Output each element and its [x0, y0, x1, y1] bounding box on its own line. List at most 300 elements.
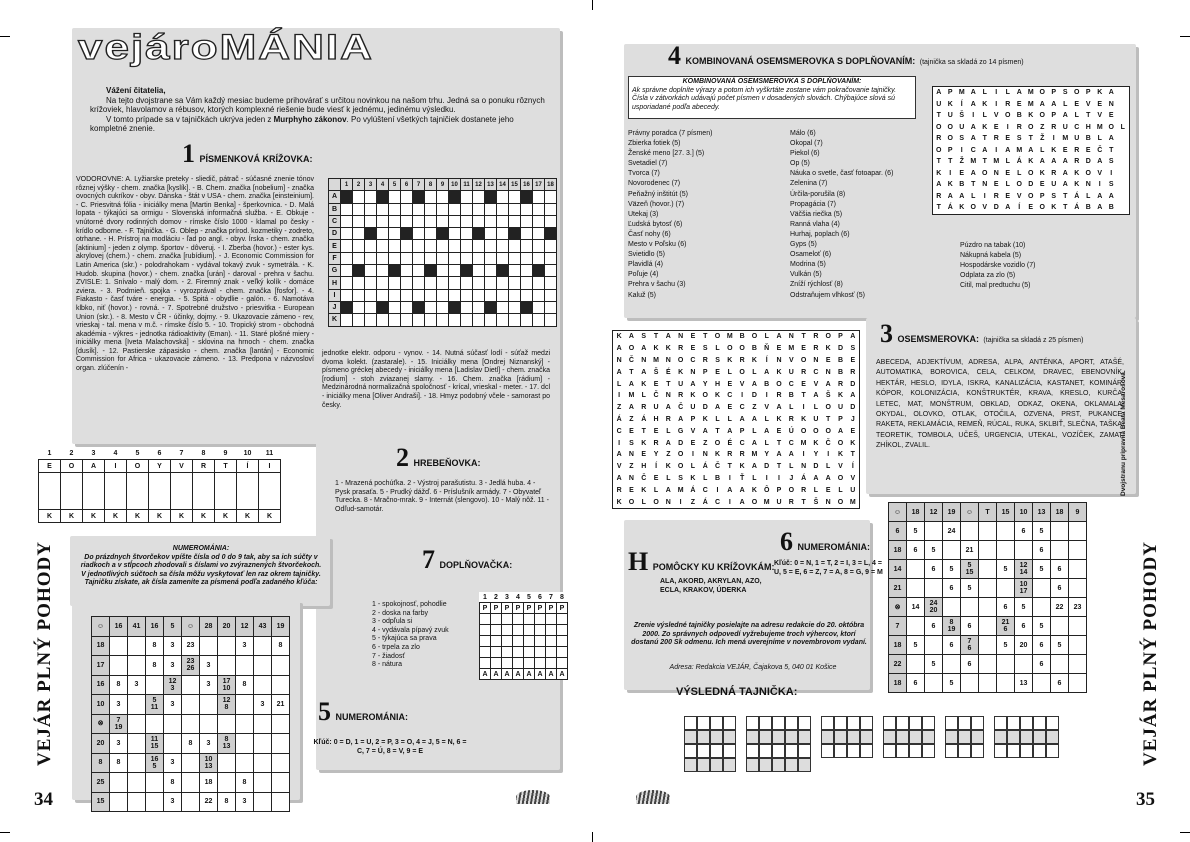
grid-cell[interactable]: Č — [678, 404, 684, 412]
grid-cell[interactable]: V — [982, 204, 988, 212]
grid-cell[interactable]: 8 — [182, 734, 200, 754]
grid-cell[interactable]: Í — [851, 463, 854, 471]
grid-cell[interactable]: A — [825, 474, 831, 482]
grid-cell[interactable]: 5 — [1051, 636, 1069, 655]
result-box[interactable] — [821, 730, 834, 744]
grid-cell[interactable]: A — [1005, 204, 1011, 212]
result-grid[interactable] — [684, 716, 1078, 780]
grid-cell[interactable] — [341, 203, 353, 215]
grid-cell[interactable] — [218, 656, 236, 676]
grid-cell[interactable]: 14 — [907, 598, 925, 617]
grid-cell[interactable]: D — [1028, 181, 1034, 189]
grid-cell[interactable] — [365, 203, 377, 215]
grid-cell[interactable] — [61, 473, 83, 486]
grid-cell[interactable]: 3 — [254, 695, 272, 715]
grid-cell[interactable] — [389, 277, 401, 289]
grid-cell[interactable]: K — [127, 510, 149, 523]
grid-cell[interactable]: O — [947, 123, 953, 131]
grid-cell[interactable]: T — [801, 498, 806, 506]
grid-cell[interactable]: 8 — [236, 675, 254, 695]
grid-cell[interactable]: O — [1028, 169, 1034, 177]
result-box[interactable] — [945, 716, 958, 730]
grid-cell[interactable] — [83, 473, 105, 486]
grid-cell[interactable]: Z — [1040, 123, 1045, 131]
grid-cell[interactable]: I — [259, 460, 281, 473]
grid-cell[interactable]: O — [727, 345, 733, 353]
grid-cell[interactable]: Č — [653, 392, 659, 400]
grid-cell[interactable]: O — [1085, 169, 1091, 177]
grid-cell[interactable] — [449, 252, 461, 264]
grid-cell[interactable]: 23 — [1069, 598, 1087, 617]
grid-cell[interactable]: R — [788, 498, 794, 506]
grid-cell[interactable] — [480, 636, 491, 647]
grid-cell[interactable]: K — [1097, 89, 1103, 97]
result-box[interactable] — [772, 758, 785, 772]
grid-cell[interactable] — [485, 228, 497, 240]
grid-cell[interactable] — [533, 301, 545, 313]
grid-cell[interactable]: A — [850, 392, 856, 400]
grid-cell[interactable]: 12 — [925, 503, 943, 522]
grid-cell[interactable] — [377, 277, 389, 289]
result-box[interactable] — [684, 758, 697, 772]
grid-cell[interactable] — [449, 314, 461, 326]
result-box[interactable] — [847, 716, 860, 730]
result-box[interactable] — [909, 730, 922, 744]
grid-cell[interactable] — [413, 289, 425, 301]
grid-cell[interactable] — [524, 614, 535, 625]
grid-cell[interactable]: 23 26 — [182, 656, 200, 676]
grid-cell[interactable]: I — [802, 451, 805, 459]
grid-cell[interactable]: 3 — [110, 734, 128, 754]
result-box[interactable] — [834, 716, 847, 730]
grid-cell[interactable]: V — [1097, 169, 1103, 177]
grid-cell[interactable]: M — [1027, 100, 1034, 108]
grid-cell[interactable]: 12 8 — [218, 695, 236, 715]
grid-cell[interactable]: E — [801, 345, 806, 353]
grid-cell[interactable]: L — [982, 112, 987, 120]
grid-cell[interactable] — [83, 497, 105, 510]
grid-cell[interactable]: O — [653, 498, 659, 506]
grid-cell[interactable]: R — [641, 404, 647, 412]
grid-cell[interactable]: Č — [628, 356, 634, 364]
grid-cell[interactable] — [353, 240, 365, 252]
grid-cell[interactable] — [401, 215, 413, 227]
grid-cell[interactable]: 12 — [473, 179, 485, 191]
grid-cell[interactable]: P — [1051, 89, 1057, 97]
grid-cell[interactable] — [480, 658, 491, 669]
grid-cell[interactable]: K — [105, 510, 127, 523]
result-box[interactable] — [847, 730, 860, 744]
grid-cell[interactable] — [39, 497, 61, 510]
grid-cell[interactable] — [128, 695, 146, 715]
grid-cell[interactable]: A — [1062, 169, 1068, 177]
grid-cell[interactable]: B — [837, 356, 844, 364]
grid-cell[interactable] — [461, 252, 473, 264]
grid-cell[interactable] — [545, 215, 557, 227]
grid-cell[interactable]: 6 — [925, 617, 943, 636]
grid-cell[interactable]: 3 — [236, 636, 254, 656]
grid-cell[interactable] — [449, 240, 461, 252]
grid-cell[interactable]: U — [850, 486, 856, 494]
grid-cell[interactable]: R — [993, 192, 999, 200]
grid-cell[interactable]: M — [653, 356, 659, 364]
grid-cell[interactable]: A — [702, 427, 708, 435]
grid-cell[interactable] — [437, 314, 449, 326]
grid-cell[interactable] — [513, 625, 524, 636]
grid-cell[interactable] — [997, 579, 1015, 598]
grid-cell[interactable]: L — [826, 463, 831, 471]
result-box[interactable] — [723, 716, 736, 730]
grid-cell[interactable] — [979, 541, 997, 560]
grid-cell[interactable]: 6 — [1015, 617, 1033, 636]
grid-cell[interactable]: N — [788, 333, 794, 341]
grid-cell[interactable]: D — [813, 463, 819, 471]
result-box[interactable] — [759, 758, 772, 772]
grid-cell[interactable] — [557, 658, 568, 669]
grid-cell[interactable] — [925, 636, 943, 655]
grid-cell[interactable]: K — [959, 204, 965, 212]
grid-cell[interactable]: E — [727, 404, 733, 412]
grid-cell[interactable]: 6 — [1033, 541, 1051, 560]
grid-cell[interactable]: E — [653, 380, 659, 388]
grid-cell[interactable]: I — [728, 474, 731, 482]
grid-cell[interactable] — [272, 773, 290, 793]
grid-cell[interactable]: O — [936, 123, 942, 131]
grid-cell[interactable] — [473, 265, 485, 277]
grid-cell[interactable] — [521, 277, 533, 289]
grid-cell[interactable]: T — [776, 463, 782, 471]
grid-cell[interactable]: A — [751, 463, 757, 471]
grid-cell[interactable] — [146, 714, 164, 734]
result-box[interactable] — [1033, 744, 1046, 758]
grid-cell[interactable]: 15 — [509, 179, 521, 191]
grid-cell[interactable]: O — [677, 451, 684, 459]
s4-wordsearch-grid[interactable] — [932, 86, 1130, 215]
grid-cell[interactable]: M — [788, 345, 795, 353]
result-box[interactable] — [785, 730, 798, 744]
grid-cell[interactable]: A — [480, 669, 491, 680]
grid-cell[interactable] — [171, 473, 193, 486]
grid-cell[interactable]: H — [714, 380, 721, 388]
grid-cell[interactable]: L — [752, 474, 757, 482]
grid-cell[interactable]: E — [727, 380, 733, 388]
grid-cell[interactable] — [997, 541, 1015, 560]
grid-cell[interactable] — [473, 301, 485, 313]
grid-cell[interactable]: O — [1028, 192, 1034, 200]
grid-cell[interactable]: V — [1085, 100, 1091, 108]
grid-cell[interactable]: A — [535, 669, 546, 680]
grid-cell[interactable]: 5 — [907, 636, 925, 655]
grid-cell[interactable]: R — [665, 415, 671, 423]
grid-cell[interactable]: P — [838, 333, 843, 341]
grid-cell[interactable] — [557, 625, 568, 636]
grid-cell[interactable]: Ú — [788, 427, 794, 435]
grid-cell[interactable] — [461, 289, 473, 301]
result-box[interactable] — [1033, 730, 1046, 744]
grid-cell[interactable]: A — [959, 192, 965, 200]
grid-cell[interactable]: R — [801, 368, 807, 376]
grid-cell[interactable]: J — [850, 415, 855, 423]
grid-cell[interactable] — [521, 252, 533, 264]
grid-cell[interactable] — [200, 714, 218, 734]
grid-cell[interactable]: 5 — [1033, 617, 1051, 636]
grid-cell[interactable]: A — [665, 404, 671, 412]
grid-cell[interactable] — [341, 215, 353, 227]
grid-cell[interactable]: 2 — [353, 179, 365, 191]
grid-cell[interactable]: I — [741, 392, 744, 400]
grid-cell[interactable] — [401, 203, 413, 215]
grid-cell[interactable]: 15 — [92, 792, 110, 812]
grid-cell[interactable]: 8 — [92, 753, 110, 773]
grid-cell[interactable]: E — [959, 169, 965, 177]
grid-cell[interactable] — [401, 289, 413, 301]
result-box[interactable] — [710, 730, 723, 744]
grid-cell[interactable]: O — [1016, 181, 1022, 189]
grid-cell[interactable] — [377, 289, 389, 301]
grid-cell[interactable] — [146, 675, 164, 695]
grid-cell[interactable]: Í — [237, 460, 259, 473]
grid-cell[interactable]: 1 — [483, 593, 487, 601]
grid-cell[interactable]: 6 — [997, 598, 1015, 617]
result-box[interactable] — [958, 744, 971, 758]
grid-cell[interactable]: I — [778, 474, 780, 482]
grid-cell[interactable]: R — [993, 135, 999, 143]
result-box[interactable] — [909, 716, 922, 730]
grid-cell[interactable]: 13 — [1015, 674, 1033, 693]
grid-cell[interactable] — [545, 203, 557, 215]
grid-cell[interactable]: 3 — [128, 675, 146, 695]
grid-cell[interactable]: 3 — [505, 593, 509, 601]
grid-cell[interactable]: L — [641, 498, 646, 506]
grid-cell[interactable]: P — [739, 427, 745, 435]
grid-cell[interactable] — [149, 485, 171, 497]
grid-cell[interactable]: I — [1006, 123, 1009, 131]
grid-cell[interactable]: R — [727, 451, 733, 459]
grid-cell[interactable]: T — [1063, 204, 1068, 212]
grid-cell[interactable] — [485, 191, 497, 203]
grid-cell[interactable]: 8 — [146, 636, 164, 656]
result-box[interactable] — [909, 744, 922, 758]
grid-cell[interactable] — [1015, 655, 1033, 674]
grid-cell[interactable]: 13 — [485, 179, 497, 191]
grid-cell[interactable]: E — [690, 439, 696, 447]
grid-cell[interactable]: G — [329, 265, 341, 277]
grid-cell[interactable]: K — [751, 486, 757, 494]
grid-cell[interactable]: N — [801, 463, 807, 471]
result-box[interactable] — [1007, 744, 1020, 758]
grid-cell[interactable]: A — [616, 451, 622, 459]
grid-cell[interactable]: P — [546, 603, 557, 614]
grid-cell[interactable] — [236, 753, 254, 773]
grid-cell[interactable] — [200, 695, 218, 715]
grid-cell[interactable]: K — [678, 368, 684, 376]
grid-cell[interactable]: A — [751, 380, 757, 388]
grid-cell[interactable]: P — [513, 603, 524, 614]
grid-cell[interactable] — [480, 614, 491, 625]
grid-cell[interactable] — [389, 191, 401, 203]
grid-cell[interactable] — [425, 314, 437, 326]
grid-cell[interactable] — [353, 215, 365, 227]
grid-cell[interactable]: D — [850, 404, 856, 412]
grid-cell[interactable]: 18 — [889, 674, 907, 693]
grid-cell[interactable]: N — [665, 392, 671, 400]
grid-cell[interactable]: M — [849, 498, 856, 506]
grid-cell[interactable] — [413, 301, 425, 313]
grid-cell[interactable] — [925, 674, 943, 693]
result-box[interactable] — [697, 730, 710, 744]
result-box[interactable] — [883, 716, 896, 730]
grid-cell[interactable]: N — [616, 356, 622, 364]
grid-cell[interactable] — [521, 301, 533, 313]
grid-cell[interactable]: K — [714, 451, 721, 459]
grid-cell[interactable]: Z — [690, 498, 696, 506]
grid-cell[interactable]: 18 — [889, 541, 907, 560]
grid-cell[interactable]: I — [1098, 181, 1101, 189]
grid-cell[interactable]: K — [641, 486, 647, 494]
grid-cell[interactable]: K — [1051, 146, 1057, 154]
grid-cell[interactable] — [979, 522, 997, 541]
grid-cell[interactable]: 5 — [907, 522, 925, 541]
grid-cell[interactable]: K — [641, 380, 647, 388]
grid-cell[interactable]: E — [993, 181, 999, 189]
grid-cell[interactable] — [353, 265, 365, 277]
result-box[interactable] — [710, 744, 723, 758]
grid-cell[interactable]: P — [1051, 112, 1057, 120]
grid-cell[interactable]: 22 — [200, 792, 218, 812]
grid-cell[interactable]: O — [1039, 112, 1045, 120]
grid-cell[interactable]: 4 — [377, 179, 389, 191]
grid-cell[interactable]: A — [1028, 146, 1034, 154]
grid-cell[interactable]: A — [970, 123, 976, 131]
grid-cell[interactable]: B — [714, 474, 721, 482]
grid-cell[interactable]: V — [813, 380, 819, 388]
grid-cell[interactable]: A — [513, 669, 524, 680]
grid-cell[interactable]: 6 — [925, 560, 943, 579]
grid-cell[interactable] — [365, 301, 377, 313]
grid-cell[interactable]: O — [127, 460, 149, 473]
grid-cell[interactable]: C — [329, 215, 341, 227]
grid-cell[interactable]: A — [1097, 192, 1103, 200]
grid-cell[interactable]: T — [1028, 135, 1033, 143]
grid-cell[interactable]: B — [739, 333, 745, 341]
result-box[interactable] — [821, 744, 834, 758]
grid-cell[interactable]: A — [1108, 192, 1114, 200]
grid-cell[interactable]: L — [1086, 192, 1091, 200]
result-box[interactable] — [1046, 730, 1059, 744]
grid-cell[interactable]: A — [557, 669, 568, 680]
grid-cell[interactable] — [182, 675, 200, 695]
result-box[interactable] — [971, 716, 984, 730]
grid-cell[interactable]: C — [788, 380, 794, 388]
grid-cell[interactable] — [254, 792, 272, 812]
grid-cell[interactable] — [546, 658, 557, 669]
grid-cell[interactable]: A — [1039, 100, 1045, 108]
grid-cell[interactable]: E — [39, 460, 61, 473]
grid-cell[interactable]: U — [653, 404, 659, 412]
grid-cell[interactable]: O — [739, 368, 745, 376]
grid-cell[interactable] — [413, 252, 425, 264]
grid-cell[interactable]: E — [641, 451, 647, 459]
grid-cell[interactable] — [509, 240, 521, 252]
grid-cell[interactable] — [164, 714, 182, 734]
grid-cell[interactable]: A — [837, 427, 844, 435]
grid-cell[interactable] — [254, 636, 272, 656]
grid-cell[interactable]: É — [727, 439, 733, 447]
grid-cell[interactable] — [473, 240, 485, 252]
grid-cell[interactable]: 6 — [1015, 522, 1033, 541]
grid-cell[interactable] — [425, 215, 437, 227]
grid-cell[interactable]: R — [850, 368, 856, 376]
grid-cell[interactable] — [509, 289, 521, 301]
grid-cell[interactable]: Z — [629, 415, 634, 423]
grid-cell[interactable]: B — [788, 392, 794, 400]
result-box[interactable] — [684, 730, 697, 744]
grid-cell[interactable]: B — [751, 345, 757, 353]
grid-cell[interactable]: S — [641, 333, 647, 341]
grid-cell[interactable]: 41 — [128, 617, 146, 637]
grid-cell[interactable]: Y — [764, 451, 770, 459]
grid-cell[interactable]: 8 — [218, 792, 236, 812]
grid-cell[interactable]: 19 — [272, 617, 290, 637]
grid-cell[interactable]: M — [726, 333, 733, 341]
grid-cell[interactable]: 21 — [272, 695, 290, 715]
grid-cell[interactable]: K — [837, 451, 844, 459]
grid-cell[interactable]: 6 — [889, 522, 907, 541]
grid-cell[interactable] — [365, 240, 377, 252]
grid-cell[interactable]: U — [813, 415, 819, 423]
grid-cell[interactable]: A — [813, 392, 819, 400]
grid-cell[interactable]: 9 — [437, 179, 449, 191]
grid-cell[interactable]: 8 — [146, 656, 164, 676]
grid-cell[interactable]: K — [1039, 169, 1045, 177]
grid-cell[interactable]: A — [665, 486, 671, 494]
grid-cell[interactable]: 9 — [1069, 503, 1087, 522]
grid-cell[interactable]: 10 — [1015, 503, 1033, 522]
grid-cell[interactable]: T — [826, 415, 831, 423]
grid-cell[interactable]: R — [837, 380, 844, 388]
result-box[interactable] — [785, 744, 798, 758]
grid-cell[interactable]: M — [800, 439, 807, 447]
grid-cell[interactable]: I — [1052, 135, 1055, 143]
grid-cell[interactable] — [341, 314, 353, 326]
grid-cell[interactable] — [413, 215, 425, 227]
grid-cell[interactable] — [449, 289, 461, 301]
grid-cell[interactable] — [353, 277, 365, 289]
grid-cell[interactable]: O — [1039, 89, 1045, 97]
grid-cell[interactable] — [127, 485, 149, 497]
grid-cell[interactable]: I — [949, 169, 952, 177]
grid-cell[interactable]: V — [850, 474, 856, 482]
grid-cell[interactable]: L — [1097, 135, 1102, 143]
grid-cell[interactable] — [401, 252, 413, 264]
grid-cell[interactable]: O — [837, 498, 844, 506]
grid-cell[interactable]: 5 — [997, 560, 1015, 579]
grid-cell[interactable]: 3 — [164, 753, 182, 773]
grid-cell[interactable]: Í — [655, 463, 658, 471]
grid-cell[interactable]: N — [665, 498, 671, 506]
grid-cell[interactable]: L — [1005, 89, 1010, 97]
grid-cell[interactable] — [473, 203, 485, 215]
grid-cell[interactable]: 17 — [92, 656, 110, 676]
grid-cell[interactable]: O — [800, 427, 807, 435]
grid-cell[interactable]: T — [979, 503, 997, 522]
grid-cell[interactable]: L — [1074, 112, 1079, 120]
grid-cell[interactable] — [182, 695, 200, 715]
grid-cell[interactable]: 8 — [272, 636, 290, 656]
grid-cell[interactable]: B — [1085, 204, 1091, 212]
grid-cell[interactable]: R — [653, 439, 659, 447]
grid-cell[interactable] — [254, 714, 272, 734]
